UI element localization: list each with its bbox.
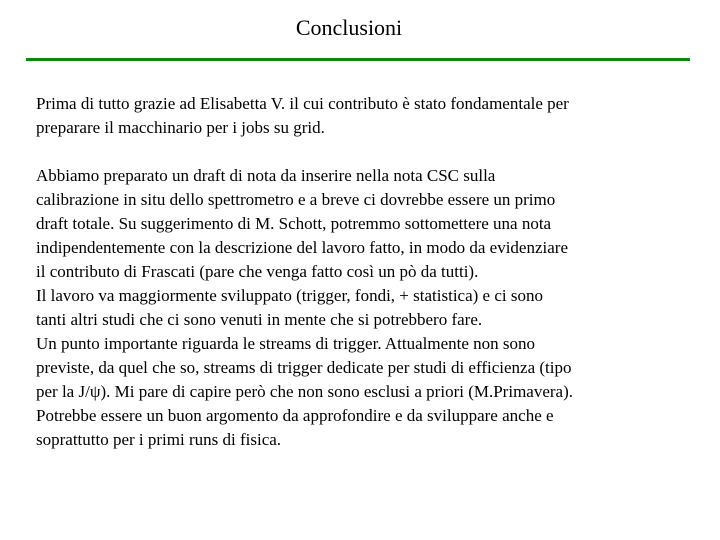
paragraph-status [36, 164, 696, 452]
text-line: Abbiamo preparato un draft di nota da inserire nella nota CSC sulla [36, 166, 496, 185]
paragraph-thanks [36, 92, 696, 140]
text-line: il contributo di Frascati (pare che venga fatto così un pò da tutti). [36, 262, 479, 281]
text-line: Un punto importante riguarda le streams di trigger. Attualmente non sono [36, 334, 536, 353]
slide-body [36, 92, 696, 452]
text-line: Il lavoro va maggiormente sviluppato (trigger, fondi, + statistica) e ci sono [36, 286, 543, 305]
text-line: soprattutto per i primi runs di fisica. [36, 430, 282, 449]
title-divider [26, 58, 690, 61]
text-line: tanti altri studi che ci sono venuti in mente che si potrebbero fare. [36, 310, 483, 329]
text-line: Prima di tutto grazie ad Elisabetta V. il cui contributo è stato fondamentale per [36, 94, 569, 113]
text-line: calibrazione in situ dello spettrometro e a breve ci dovrebbe essere un primo [36, 190, 556, 209]
slide-title: Conclusioni [295, 15, 403, 40]
text-line: Potrebbe essere un buon argomento da approfondire e da sviluppare anche e [36, 406, 554, 425]
text-line: indipendentemente con la descrizione del lavoro fatto, in modo da evidenziare [36, 238, 568, 257]
text-line: draft totale. Su suggerimento di M. Schott, potremmo sottomettere una nota [36, 214, 552, 233]
text-line: previste, da quel che so, streams di trigger dedicate per studi di efficienza (tipo [36, 358, 572, 377]
text-line: preparare il macchinario per i jobs su grid. [36, 118, 325, 137]
text-line: per la J/ψ). Mi pare di capire però che non sono esclusi a priori (M.Primavera). [36, 382, 573, 401]
